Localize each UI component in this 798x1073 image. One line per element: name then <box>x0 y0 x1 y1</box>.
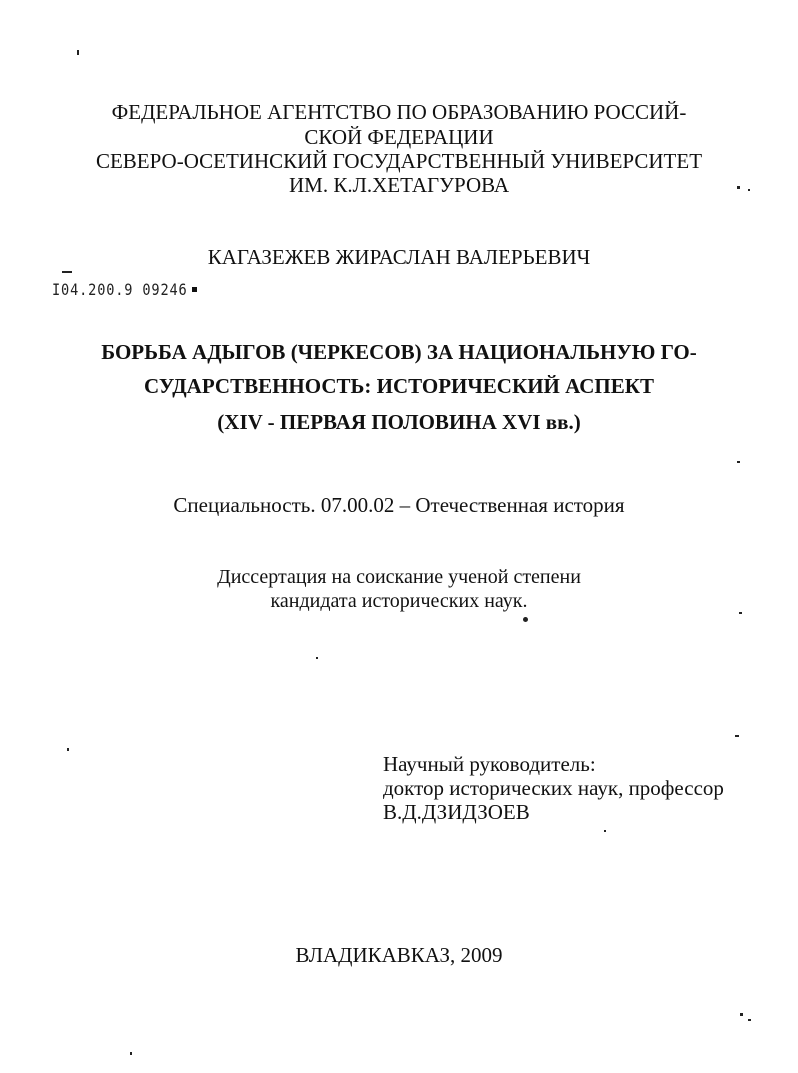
scan-speck <box>748 1019 751 1021</box>
dissertation-line-2: кандидата исторических наук. <box>270 590 528 612</box>
scan-speck <box>67 748 69 751</box>
agency-line-2: СКОЙ ФЕДЕРАЦИИ <box>304 125 494 149</box>
scan-speck <box>739 612 742 614</box>
agency-line-1: ФЕДЕРАЛЬНОЕ АГЕНТСТВО ПО ОБРАЗОВАНИЮ РОССИЙ- <box>111 100 687 124</box>
scan-speck <box>737 186 740 189</box>
scan-speck <box>316 657 318 659</box>
scan-speck <box>735 735 739 737</box>
scan-speck <box>740 1013 743 1016</box>
dissertation-line-1: Диссертация на соискание ученой степени <box>217 566 581 588</box>
stamp-dot-icon <box>192 287 197 292</box>
title-line-1: БОРЬБА АДЫГОВ (ЧЕРКЕСОВ) ЗА НАЦИОНАЛЬНУЮ ГО- <box>101 340 697 364</box>
scan-speck <box>62 271 72 273</box>
title-line-2: СУДАРСТВЕННОСТЬ: ИСТОРИЧЕСКИЙ АСПЕКТ <box>144 374 654 398</box>
place-year: ВЛАДИКАВКАЗ, 2009 <box>295 943 503 967</box>
author-name: КАГАЗЕЖЕВ ЖИРАСЛАН ВАЛЕРЬЕВИЧ <box>207 245 591 269</box>
scan-speck <box>77 50 79 55</box>
university-named-after: ИМ. К.Л.ХЕТАГУРОВА <box>289 173 509 197</box>
university-name: СЕВЕРО-ОСЕТИНСКИЙ ГОСУДАРСТВЕННЫЙ УНИВЕРСИТЕТ <box>95 149 703 173</box>
supervisor-degree: доктор исторических наук, профессор <box>383 776 724 800</box>
scan-speck <box>604 830 606 832</box>
scan-speck <box>523 617 528 622</box>
scan-speck <box>748 189 750 191</box>
scan-speck <box>130 1052 132 1055</box>
library-stamp: I04.200.9 09246 <box>52 280 188 299</box>
title-line-3: (XIV - ПЕРВАЯ ПОЛОВИНА XVI вв.) <box>217 410 581 434</box>
supervisor-name: В.Д.ДЗИДЗОЕВ <box>383 800 530 824</box>
specialty: Специальность. 07.00.02 – Отечественная история <box>173 493 625 517</box>
scan-speck <box>737 461 740 463</box>
supervisor-label: Научный руководитель: <box>383 752 596 776</box>
